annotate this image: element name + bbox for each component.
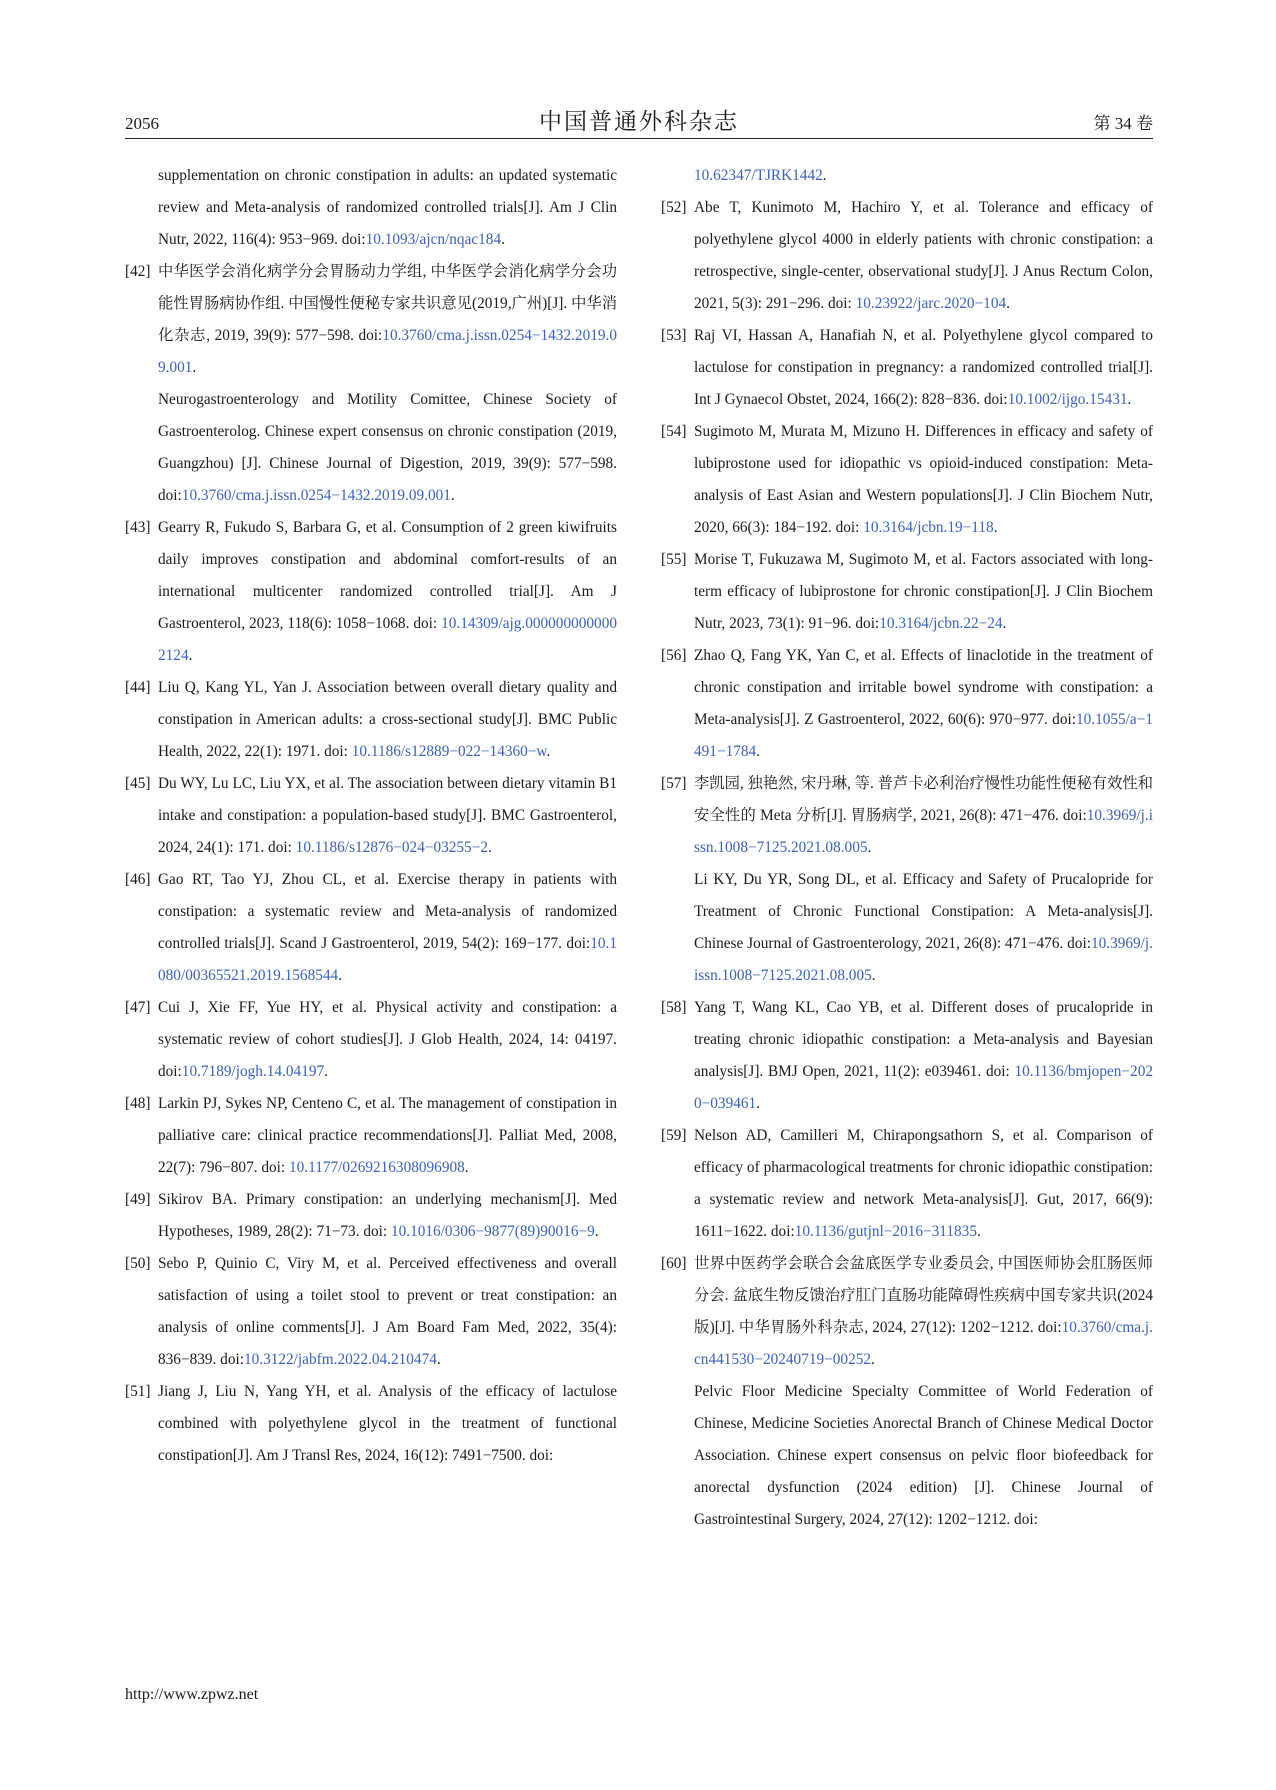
reference-body: [158, 1184, 617, 1248]
reference-number: [49]: [125, 1191, 151, 1208]
reference-text: Li KY, Du YR, Song DL, et al. Efficacy and Safety of Prucalopride for Treatment of Chronic Functional Constipation: A Meta-analysis[J]. Chinese Journal of Gastroenterology, 2021, 26(8): 471−476. doi:: [694, 871, 1153, 952]
reference-tail: .: [464, 1159, 469, 1176]
reference-text: Gao RT, Tao YJ, Zhou CL, et al. Exercise therapy in patients with constipation: a systematic review and Meta-analysis of randomized controlled trials[J]. Scand J Gastroenterol, 2019, 54(2): 169−177. doi:: [158, 871, 617, 952]
page-header: [125, 104, 1153, 139]
reference-text: Sebo P, Quinio C, Viry M, et al. Perceived effectiveness and overall satisfaction of using a toilet stool to prevent or treat constipation: an analysis of online comments[J]. J Am Board Fam Med, 2022, 35(4): 836−839. doi:: [158, 1255, 617, 1368]
reference-number: [50]: [125, 1255, 151, 1272]
reference-tail: .: [867, 839, 872, 856]
reference-body: [694, 416, 1153, 544]
references-left-column: [125, 160, 617, 1472]
reference-body: [158, 1376, 617, 1472]
reference-item: [661, 160, 1153, 192]
reference-body: [694, 160, 1153, 192]
reference-text: Sugimoto M, Murata M, Mizuno H. Differences in efficacy and safety of lubiprostone used for idiopathic vs opioid-induced constipation: Meta-analysis of East Asian and Western populations[J]. J Clin Biochem Nutr, 2020, 66(3): 184−192. doi:: [694, 423, 1153, 536]
reference-number: [60]: [661, 1255, 687, 1272]
reference-item: [661, 768, 1153, 992]
reference-number: [43]: [125, 519, 151, 536]
reference-body: [694, 544, 1153, 640]
reference-tail: .: [192, 359, 197, 376]
reference-body: [158, 992, 617, 1088]
reference-text: Yang T, Wang KL, Cao YB, et al. Different doses of prucalopride in treating chronic idiopathic constipation: a Meta-analysis and Bayesian analysis[J]. BMJ Open, 2021, 11(2): e039461. doi:: [694, 999, 1153, 1080]
reference-tail: .: [1127, 391, 1132, 408]
reference-text: 中华医学会消化病学分会胃肠动力学组, 中华医学会消化病学分会功能性胃肠病协作组. 中国慢性便秘专家共识意见(2019,广州)[J]. 中华消化杂志, 2019, 39(9): 577−598. doi:: [158, 263, 617, 344]
reference-number: [58]: [661, 999, 687, 1016]
reference-text: Sikirov BA. Primary constipation: an underlying mechanism[J]. Med Hypotheses, 1989, 28(2): 71−73. doi:: [158, 1191, 617, 1240]
reference-item: [125, 160, 617, 256]
reference-body: [158, 672, 617, 768]
reference-tail: .: [501, 231, 505, 248]
reference-body: [694, 768, 1153, 864]
page-number: 2056: [125, 114, 159, 133]
reference-tail: .: [324, 1063, 328, 1080]
reference-text: Cui J, Xie FF, Yue HY, et al. Physical activity and constipation: a systematic review of cohort studies[J]. J Glob Health, 2024, 14: 04197. doi:: [158, 999, 617, 1080]
reference-number: [55]: [661, 551, 687, 568]
reference-item: [661, 1120, 1153, 1248]
reference-number: [46]: [125, 871, 151, 888]
reference-number: [57]: [661, 775, 687, 792]
reference-item: [125, 512, 617, 672]
reference-tail: .: [546, 743, 551, 760]
reference-tail: .: [1002, 615, 1007, 632]
reference-number: [45]: [125, 775, 151, 792]
reference-tail: .: [1006, 295, 1010, 312]
reference-item: [125, 1376, 617, 1472]
reference-body: [694, 640, 1153, 768]
reference-text: Pelvic Floor Medicine Specialty Committee of World Federation of Chinese, Medicine Societies Anorectal Branch of Chinese Medical Doctor Association. Chinese expert consensus on pelvic floor biofeedback for anorectal dysfunction (2024 edition) [J]. Chinese Journal of Gastrointestinal Surgery, 2024, 27(12): 1202−1212. doi:: [694, 1383, 1153, 1528]
reference-item: [125, 1088, 617, 1184]
reference-tail: .: [871, 1351, 875, 1368]
reference-tail: .: [338, 967, 342, 984]
doi-link[interactable]: 10.3760/cma.j.issn.0254−1432.2019.09.001: [181, 487, 451, 504]
reference-english-translation: [694, 864, 1153, 992]
reference-body: [158, 768, 617, 864]
reference-tail: .: [487, 839, 492, 856]
reference-tail: .: [188, 647, 193, 664]
reference-item: [661, 416, 1153, 544]
reference-number: [56]: [661, 647, 687, 664]
reference-text: Jiang J, Liu N, Yang YH, et al. Analysis of the efficacy of lactulose combined with polyethylene glycol in the treatment of functional constipation[J]. Am J Transl Res, 2024, 16(12): 7491−7500. doi:: [158, 1383, 617, 1464]
doi-link[interactable]: 10.1055/a−1491−1784: [694, 711, 1153, 760]
journal-title: 中国普通外科杂志: [539, 109, 739, 134]
reference-number: [52]: [661, 199, 687, 216]
doi-link[interactable]: 10.1093/ajcn/nqac184: [365, 231, 502, 248]
doi-link[interactable]: 10.1002/ijgo.15431: [1007, 391, 1128, 408]
doi-link[interactable]: 10.62347/TJRK1442: [694, 167, 823, 184]
doi-link[interactable]: 10.3164/jcbn.22−24: [879, 615, 1003, 632]
doi-link[interactable]: 10.7189/jogh.14.04197: [181, 1063, 325, 1080]
reference-number: [47]: [125, 999, 151, 1016]
reference-text: Zhao Q, Fang YK, Yan C, et al. Effects of linaclotide in the treatment of chronic constipation and irritable bowel syndrome with constipation: a Meta-analysis[J]. Z Gastroenterol, 2022, 60(6): 970−977. doi:: [694, 647, 1153, 728]
reference-text: supplementation on chronic constipation in adults: an updated systematic review and Meta-analysis of randomized controlled trials[J]. Am J Clin Nutr, 2022, 116(4): 953−969. doi:: [158, 167, 617, 248]
reference-body: [158, 256, 617, 384]
reference-item: [661, 544, 1153, 640]
reference-item: [125, 1184, 617, 1248]
reference-text: Neurogastroenterology and Motility Comittee, Chinese Society of Gastroenterolog. Chinese expert consensus on chronic constipation (2019, Guangzhou) [J]. Chinese Journal of Digestion, 2019, 39(9): 577−598. doi:: [158, 391, 617, 504]
reference-body: [158, 1248, 617, 1376]
reference-text: 李凯园, 独艳然, 宋丹琳, 等. 普芦卡必利治疗慢性功能性便秘有效性和安全性的 Meta 分析[J]. 胃肠病学, 2021, 26(8): 471−476. doi:: [694, 775, 1153, 824]
doi-link[interactable]: 10.1186/s12889−022−14360−w: [351, 743, 547, 760]
doi-link[interactable]: 10.14309/ajg.0000000000002124: [158, 615, 617, 664]
reference-body: [694, 192, 1153, 320]
reference-text: Raj VI, Hassan A, Hanafiah N, et al. Polyethylene glycol compared to lactulose for constipation in pregnancy: a randomized controlled trial[J]. Int J Gynaecol Obstet, 2024, 166(2): 828−836. doi:: [694, 327, 1153, 408]
reference-tail: .: [871, 967, 876, 984]
reference-body: [158, 512, 617, 672]
reference-tail: .: [756, 743, 760, 760]
reference-tail: .: [436, 1351, 441, 1368]
doi-link[interactable]: 10.1016/0306−9877(89)90016−9: [390, 1223, 595, 1240]
reference-number: [51]: [125, 1383, 151, 1400]
references-right-column: [661, 160, 1153, 1536]
reference-tail: .: [450, 487, 455, 504]
reference-text: Larkin PJ, Sykes NP, Centeno C, et al. The management of constipation in palliative care: clinical practice recommendations[J]. Palliat Med, 2008, 22(7): 796−807. doi:: [158, 1095, 617, 1176]
reference-item: [661, 1248, 1153, 1536]
doi-link[interactable]: 10.3760/cma.j.issn.0254−1432.2019.09.001: [158, 327, 617, 376]
reference-number: [53]: [661, 327, 687, 344]
reference-item: [125, 256, 617, 512]
reference-number: [48]: [125, 1095, 151, 1112]
doi-link[interactable]: 10.3760/cma.j.cn441530−20240719−00252: [694, 1319, 1153, 1368]
reference-item: [125, 672, 617, 768]
reference-item: [125, 864, 617, 992]
doi-link[interactable]: 10.3969/j.issn.1008−7125.2021.08.005: [694, 935, 1153, 984]
reference-body: [158, 160, 617, 256]
reference-text: Morise T, Fukuzawa M, Sugimoto M, et al. Factors associated with long-term efficacy of lubiprostone for chronic constipation[J]. J Clin Biochem Nutr, 2023, 73(1): 91−96. doi:: [694, 551, 1153, 632]
reference-text: 世界中医药学会联合会盆底医学专业委员会, 中国医师协会肛肠医师分会. 盆底生物反馈治疗肛门直肠功能障碍性疾病中国专家共识(2024版)[J]. 中华胃肠外科杂志, 2024, 27(12): 1202−1212. doi:: [694, 1255, 1153, 1336]
reference-item: [125, 768, 617, 864]
reference-tail: .: [822, 167, 827, 184]
volume-label: 第 34 卷: [1093, 114, 1153, 133]
reference-item: [125, 992, 617, 1088]
reference-body: [694, 992, 1153, 1120]
doi-link[interactable]: 10.23922/jarc.2020−104: [855, 295, 1007, 312]
reference-number: [44]: [125, 679, 151, 696]
doi-link[interactable]: 10.3164/jcbn.19−118: [863, 519, 994, 536]
reference-body: [694, 1120, 1153, 1248]
footer-url[interactable]: http://www.zpwz.net: [125, 1686, 259, 1703]
reference-body: [694, 1248, 1153, 1376]
doi-link[interactable]: 10.3122/jabfm.2022.04.210474: [243, 1351, 437, 1368]
reference-number: [54]: [661, 423, 687, 440]
reference-item: [661, 992, 1153, 1120]
doi-link[interactable]: 10.1080/00365521.2019.1568544: [158, 935, 617, 984]
reference-tail: .: [976, 1223, 981, 1240]
reference-body: [158, 1088, 617, 1184]
reference-item: [661, 192, 1153, 320]
reference-english-translation: [158, 384, 617, 512]
reference-body: [158, 864, 617, 992]
reference-text: Nelson AD, Camilleri M, Chirapongsathorn S, et al. Comparison of efficacy of pharmacological treatments for chronic idiopathic constipation: a systematic review and network Meta-analysis[J]. Gut, 2017, 66(9): 1611−1622. doi:: [694, 1127, 1153, 1240]
reference-number: [59]: [661, 1127, 687, 1144]
reference-number: [42]: [125, 263, 151, 280]
doi-link[interactable]: 10.1136/gutjnl−2016−311835: [794, 1223, 977, 1240]
reference-text: Liu Q, Kang YL, Yan J. Association between overall dietary quality and constipation in American adults: a cross-sectional study[J]. BMC Public Health, 2022, 22(1): 1971. doi:: [158, 679, 617, 760]
reference-tail: .: [756, 1095, 760, 1112]
doi-link[interactable]: 10.1177/0269216308096908: [289, 1159, 465, 1176]
reference-item: [125, 1248, 617, 1376]
reference-body: [694, 320, 1153, 416]
reference-tail: .: [993, 519, 998, 536]
reference-text: Abe T, Kunimoto M, Hachiro Y, et al. Tolerance and efficacy of polyethylene glycol 4000 in elderly patients with chronic constipation: a retrospective, single-center, observational study[J]. J Anus Rectum Colon, 2021, 5(3): 291−296. doi:: [694, 199, 1153, 312]
doi-link[interactable]: 10.3969/j.issn.1008−7125.2021.08.005: [694, 807, 1153, 856]
doi-link[interactable]: 10.1136/bmjopen−2020−039461: [694, 1063, 1153, 1112]
reference-item: [661, 320, 1153, 416]
reference-item: [661, 640, 1153, 768]
doi-link[interactable]: 10.1186/s12876−024−03255−2: [295, 839, 488, 856]
reference-tail: .: [594, 1223, 599, 1240]
reference-text: Gearry R, Fukudo S, Barbara G, et al. Consumption of 2 green kiwifruits daily improves constipation and abdominal comfort-results of an international multicenter randomized controlled trial[J]. Am J Gastroenterol, 2023, 118(6): 1058−1068. doi:: [158, 519, 617, 632]
reference-text: Du WY, Lu LC, Liu YX, et al. The association between dietary vitamin B1 intake and constipation: a population-based study[J]. BMC Gastroenterol, 2024, 24(1): 171. doi:: [158, 775, 617, 856]
reference-english-translation: [694, 1376, 1153, 1536]
